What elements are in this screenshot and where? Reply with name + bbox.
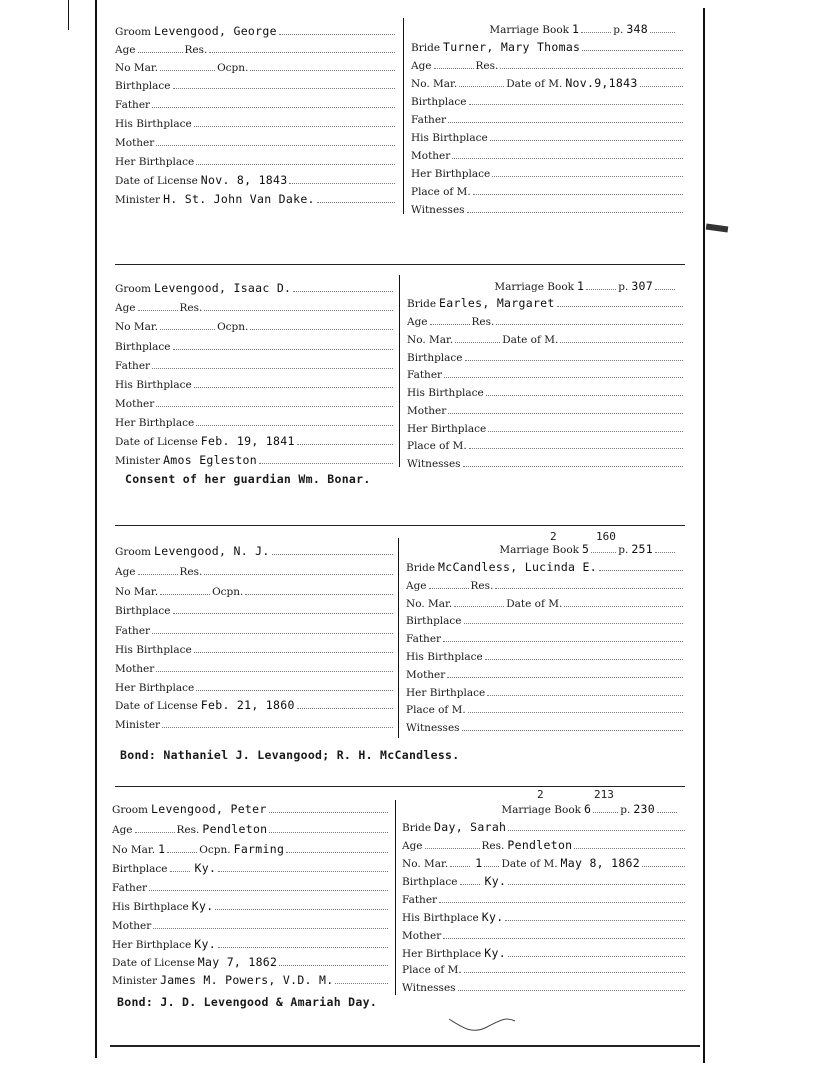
bride-name: Turner, Mary Thomas: [443, 40, 581, 54]
pen-scribble: [447, 1007, 517, 1037]
bride-name: Earles, Margaret: [439, 296, 555, 310]
card-divider: [395, 800, 396, 995]
groom-row: Groom Levengood, N. J.: [115, 540, 395, 558]
minister-row: Minister H. St. John Van Dake.: [115, 188, 397, 206]
her-birthplace-row: Her Birthplace: [115, 150, 397, 168]
bride-mother-row: Mother: [407, 399, 685, 417]
age-row: Age Res. Pendleton: [112, 818, 390, 836]
bride-name: McCandless, Lucinda E.: [438, 560, 597, 574]
father-row: Father: [112, 876, 390, 894]
marriage-book-row: Marriage Book 6 p. 230: [402, 798, 687, 816]
bride-age-row: Age Res.: [411, 54, 685, 72]
groom-residence: Pendleton: [202, 822, 268, 836]
bride-mother-birthplace: Ky.: [484, 946, 506, 960]
groom-name: Levengood, Isaac D.: [154, 281, 292, 295]
license-row: Date of License Nov. 8, 1843: [115, 169, 397, 187]
groom-name: Levengood, N. J.: [154, 544, 270, 558]
license-row: Date of License Feb. 21, 1860: [115, 694, 395, 712]
consent-note: Consent of her guardian Wm. Bonar.: [125, 472, 371, 486]
bride-no-mar: 1: [475, 856, 483, 870]
book-number: 6: [584, 802, 592, 816]
his-birthplace-row: His Birthplace: [115, 638, 395, 656]
license-row: Date of License May 7, 1862: [112, 951, 390, 969]
bride-father-row: Father: [406, 627, 685, 645]
bride-his-birthplace-row: His Birthplace: [406, 645, 685, 663]
bride-no-mar-row: No. Mar. Date of M.: [407, 328, 685, 346]
marriage-card-1: [115, 18, 685, 263]
age-row: Age Res.: [115, 296, 395, 314]
bride-his-birthplace-row: His Birthplace: [411, 126, 685, 144]
place-of-m-row: Place of M.: [406, 698, 685, 716]
his-birthplace-row: His Birthplace: [115, 373, 395, 391]
bride-no-mar-row: No. Mar. Date of M. Nov.9,1843: [411, 72, 685, 90]
bride-residence: Pendleton: [507, 838, 573, 852]
bride-age-row: Age Res.: [406, 574, 685, 592]
groom-row: Groom Levengood, Isaac D.: [115, 277, 395, 295]
bride-mother-row: Mother: [402, 924, 687, 942]
card-divider: [403, 18, 404, 214]
bride-father-row: Father: [407, 363, 685, 381]
minister-row: Minister Amos Egleston: [115, 449, 395, 467]
birthplace-row: Birthplace: [115, 599, 395, 617]
father-row: Father: [115, 354, 395, 372]
bond-note: Bond: J. D. Levengood & Amariah Day.: [117, 995, 378, 1009]
bride-father-row: Father: [402, 888, 687, 906]
father-birthplace: Ky.: [191, 899, 214, 913]
bride-row: Bride McCandless, Lucinda E.: [406, 556, 685, 574]
birthplace-row: Birthplace: [115, 335, 395, 353]
minister-name: Amos Egleston: [163, 453, 257, 467]
witnesses-row: Witnesses: [402, 976, 687, 994]
bride-row: Bride Day, Sarah: [402, 816, 687, 834]
groom-no-mar: 1: [158, 842, 166, 856]
marriage-card-3: [112, 530, 685, 786]
bride-age-row: Age Res. Pendleton: [402, 834, 687, 852]
card-bottom-rule: [115, 264, 685, 265]
marriage-book-row: Marriage Book 1 p. 348: [411, 18, 685, 36]
no-mar-row: No Mar. Ocpn.: [115, 580, 395, 598]
bride-her-birthplace-row: Her Birthplace Ky.: [402, 942, 687, 960]
book-number: 5: [582, 542, 590, 556]
card-bottom-rule: [115, 525, 685, 526]
bride-mother-row: Mother: [411, 144, 685, 162]
license-date: May 7, 1862: [197, 955, 278, 969]
bottom-border: [110, 1045, 700, 1047]
bride-birthplace-row: Birthplace: [407, 346, 685, 364]
bride-birthplace-row: Birthplace: [411, 90, 685, 108]
place-of-m-row: Place of M.: [407, 434, 685, 452]
bride-her-birthplace-row: Her Birthplace: [411, 162, 685, 180]
page-number: 251: [631, 542, 653, 556]
minister-name: H. St. John Van Dake.: [163, 192, 315, 206]
mother-row: Mother: [115, 657, 395, 675]
page-number-above: 160: [596, 530, 616, 543]
license-date: Feb. 19, 1841: [200, 434, 295, 448]
bride-birthplace-row: Birthplace: [406, 609, 685, 627]
no-mar-row: No Mar. 1 Ocpn. Farming: [112, 838, 390, 856]
book-number: 1: [577, 279, 585, 293]
birthplace-row: Birthplace Ky.: [112, 857, 390, 875]
minister-row: Minister: [115, 713, 395, 731]
his-birthplace-row: His Birthplace: [115, 112, 397, 130]
edge-mark: [706, 223, 729, 232]
bride-her-birthplace-row: Her Birthplace: [407, 417, 685, 435]
bride-his-birthplace-row: His Birthplace: [407, 381, 685, 399]
place-of-m-row: Place of M.: [411, 180, 685, 198]
bride-father-birthplace: Ky.: [481, 910, 504, 924]
marriage-book-row: Marriage Book 1 p. 307: [407, 275, 685, 293]
card-divider: [398, 538, 399, 738]
his-birthplace-row: His Birthplace Ky.: [112, 895, 390, 913]
book-number-above: 2: [537, 788, 544, 801]
book-number-above: 2: [550, 530, 557, 543]
page-number: 307: [631, 279, 653, 293]
book-number: 1: [572, 22, 580, 36]
her-birthplace-row: Her Birthplace: [115, 411, 395, 429]
marriage-card-2: [115, 275, 685, 525]
no-mar-row: No Mar. Ocpn.: [115, 315, 395, 333]
marriage-card-4: [112, 788, 687, 1027]
bride-mother-row: Mother: [406, 663, 685, 681]
witnesses-row: Witnesses: [407, 452, 685, 470]
bride-birthplace: Ky.: [484, 874, 507, 888]
page-number: 230: [633, 802, 655, 816]
license-row: Date of License Feb. 19, 1841: [115, 430, 395, 448]
minister-row: Minister James M. Powers, V.D. M.: [112, 969, 390, 987]
witnesses-row: Witnesses: [411, 198, 685, 216]
mother-birthplace: Ky.: [194, 937, 216, 951]
bride-his-birthplace-row: His Birthplace Ky.: [402, 906, 687, 924]
marriage-date: May 8, 1862: [560, 856, 641, 870]
card-divider: [399, 275, 400, 467]
birthplace-row: Birthplace: [115, 74, 397, 92]
groom-name: Levengood, George: [154, 24, 277, 38]
bride-no-mar-row: No. Mar. Date of M.: [406, 592, 685, 610]
bride-birthplace-row: Birthplace Ky.: [402, 870, 687, 888]
her-birthplace-row: Her Birthplace Ky.: [112, 933, 390, 951]
bride-age-row: Age Res.: [407, 310, 685, 328]
bond-note: Bond: Nathaniel J. Levangood; R. H. McCandless.: [120, 748, 460, 762]
father-row: Father: [115, 619, 395, 637]
bride-name: Day, Sarah: [434, 820, 507, 834]
marriage-book-row: Marriage Book 5 p. 251: [406, 538, 685, 556]
groom-name: Levengood, Peter: [151, 802, 267, 816]
her-birthplace-row: Her Birthplace: [115, 676, 395, 694]
groom-occupation: Farming: [233, 842, 285, 856]
age-row: Age Res.: [115, 38, 397, 56]
card-bottom-rule: [115, 786, 685, 787]
mother-row: Mother: [112, 914, 390, 932]
bride-row: Bride Earles, Margaret: [407, 292, 685, 310]
bride-row: Bride Turner, Mary Thomas: [411, 36, 685, 54]
father-row: Father: [115, 93, 397, 111]
bride-no-mar-row: No. Mar. 1 Date of M. May 8, 1862: [402, 852, 687, 870]
groom-birthplace: Ky.: [194, 861, 217, 875]
marriage-date: Nov.9,1843: [565, 76, 638, 90]
page-number-above: 213: [594, 788, 614, 801]
groom-row: Groom Levengood, Peter: [112, 798, 390, 816]
right-margin-line: [703, 8, 705, 1063]
place-of-m-row: Place of M.: [402, 958, 687, 976]
mother-row: Mother: [115, 131, 397, 149]
witnesses-row: Witnesses: [406, 716, 685, 734]
left-edge-line: [68, 0, 69, 30]
license-date: Feb. 21, 1860: [200, 698, 295, 712]
minister-name: James M. Powers, V.D. M.: [160, 973, 334, 987]
page-number: 348: [626, 22, 648, 36]
no-mar-row: No Mar. Ocpn.: [115, 56, 397, 74]
mother-row: Mother: [115, 392, 395, 410]
bride-father-row: Father: [411, 108, 685, 126]
license-date: Nov. 8, 1843: [200, 173, 288, 187]
age-row: Age Res.: [115, 560, 395, 578]
bride-her-birthplace-row: Her Birthplace: [406, 681, 685, 699]
left-margin-line: [95, 0, 97, 1058]
groom-row: Groom Levengood, George: [115, 20, 397, 38]
